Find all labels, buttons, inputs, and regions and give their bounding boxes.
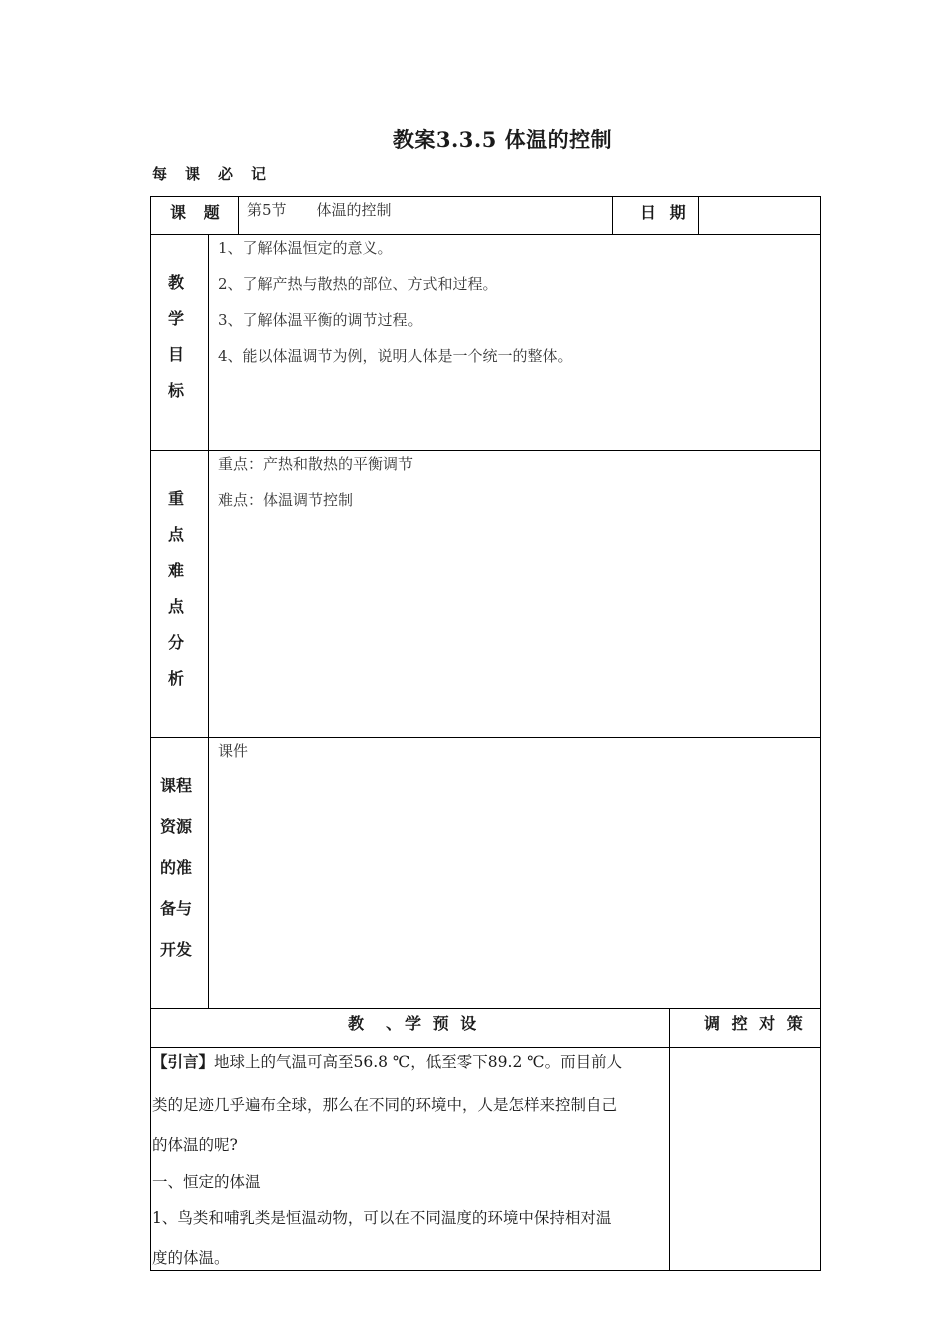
divider xyxy=(150,1047,821,1048)
topic-value: 第5节 体温的控制 xyxy=(247,201,392,219)
resources-content: 课件 xyxy=(218,742,249,760)
divider xyxy=(150,1008,821,1009)
objective-item: 3、了解体温平衡的调节过程。 xyxy=(218,311,423,329)
date-label: 日 期 xyxy=(640,203,690,222)
divider xyxy=(698,196,699,235)
teaching-line: 【引言】地球上的气温可高至56.8 ℃，低至零下89.2 ℃。而目前人 xyxy=(152,1052,623,1071)
resources-label: 课程 资源 的准 备与 开发 xyxy=(159,776,192,959)
key-point: 重点：产热和散热的平衡调节 xyxy=(218,455,414,473)
key-points-label: 重 点 难 点 分 析 xyxy=(167,489,184,688)
divider xyxy=(238,196,239,235)
document-subtitle: 每课必记 xyxy=(152,165,285,183)
divider xyxy=(150,234,821,235)
divider xyxy=(150,450,821,451)
document-title: 教案3.3.5 体温的控制 xyxy=(392,127,613,152)
teaching-line: 度的体温。 xyxy=(152,1249,230,1267)
difficult-point: 难点：体温调节控制 xyxy=(218,491,354,509)
topic-label: 课 题 xyxy=(170,203,226,222)
objective-item: 1、了解体温恒定的意义。 xyxy=(218,239,393,257)
teaching-line: 的体温的呢? xyxy=(152,1136,238,1154)
section-heading: 一、恒定的体温 xyxy=(152,1173,261,1191)
objective-item: 2、了解产热与散热的部位、方式和过程。 xyxy=(218,275,498,293)
divider xyxy=(150,737,821,738)
divider xyxy=(612,196,613,235)
objective-item: 4、能以体温调节为例，说明人体是一个统一的整体。 xyxy=(218,347,573,365)
divider xyxy=(208,234,209,1009)
teaching-line: 类的足迹几乎遍布全球，那么在不同的环境中，人是怎样来控制自己 xyxy=(152,1096,618,1114)
strategy-header: 调 控 对 策 xyxy=(704,1014,806,1033)
teaching-header: 教 、学 预 设 xyxy=(348,1014,480,1033)
teaching-line: 1、鸟类和哺乳类是恒温动物，可以在不同温度的环境中保持相对温 xyxy=(152,1209,612,1227)
objectives-label: 教 学 目 标 xyxy=(167,273,184,400)
